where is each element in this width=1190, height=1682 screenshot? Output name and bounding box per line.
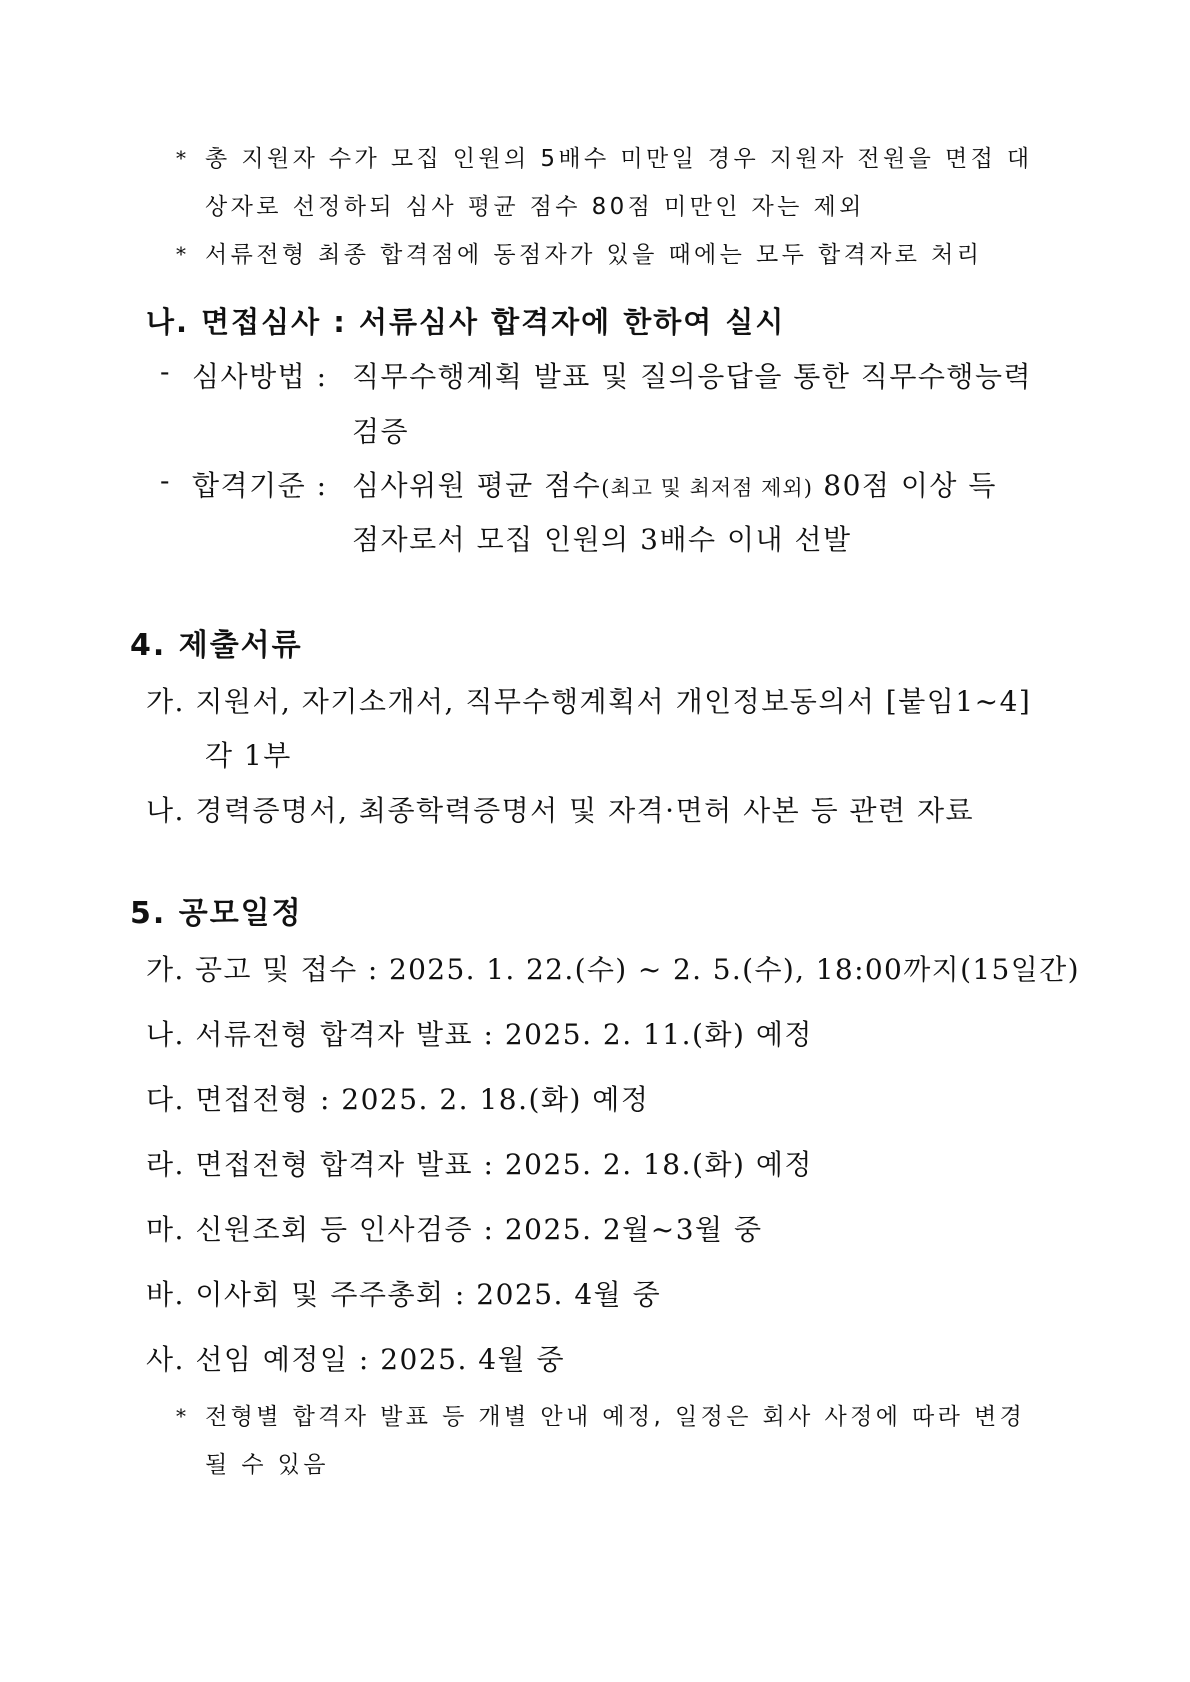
criteria-text-b: 80점 이상 득 <box>812 469 997 502</box>
subsection-heading: 나. 면접심사 : 서류심사 합격자에 한하여 실시 <box>146 305 786 339</box>
dash-marker: - <box>160 355 170 388</box>
list-item: 가. 지원서, 자기소개서, 직무수행계획서 개인정보동의서 [붙임1~4] <box>146 685 1032 718</box>
schedule-item: 마. 신원조회 등 인사검증 : 2025. 2월~3월 중 <box>146 1213 763 1246</box>
section-heading: 4. 제출서류 <box>130 628 303 663</box>
list-item: 나. 경력증명서, 최종학력증명서 및 자격·면허 사본 등 관련 자료 <box>146 794 975 827</box>
schedule-item: 다. 면접전형 : 2025. 2. 18.(화) 예정 <box>146 1083 650 1116</box>
note-line: 전형별 합격자 발표 등 개별 안내 예정, 일정은 회사 사정에 따라 변경 <box>205 1404 1026 1430</box>
section-heading: 5. 공모일정 <box>130 896 303 931</box>
note-marker: * <box>176 146 186 170</box>
schedule-item: 가. 공고 및 접수 : 2025. 1. 22.(수) ~ 2. 5.(수), 18:00까지(15일간) <box>146 953 1080 986</box>
note-marker: * <box>176 242 186 266</box>
method-text: 직무수행계획 발표 및 질의응답을 통한 직무수행능력 <box>352 360 1033 393</box>
dash-marker: - <box>160 464 170 497</box>
criteria-label: 합격기준 : <box>192 469 328 502</box>
schedule-item: 바. 이사회 및 주주총회 : 2025. 4월 중 <box>146 1278 662 1311</box>
note-marker: * <box>176 1404 186 1428</box>
criteria-text-a: 심사위원 평균 점수 <box>352 469 602 502</box>
criteria-text-small: (최고 및 최저점 제외) <box>601 476 813 500</box>
schedule-item: 사. 선임 예정일 : 2025. 4월 중 <box>146 1343 566 1376</box>
schedule-item: 라. 면접전형 합격자 발표 : 2025. 2. 18.(화) 예정 <box>146 1148 813 1181</box>
note-line: 총 지원자 수가 모집 인원의 5배수 미만일 경우 지원자 전원을 면접 대 <box>205 146 1033 172</box>
method-label: 심사방법 : <box>192 360 328 393</box>
note-line: 될 수 있음 <box>205 1452 329 1478</box>
note-line: 서류전형 최종 합격점에 동점자가 있을 때에는 모두 합격자로 처리 <box>205 242 983 268</box>
list-item: 각 1부 <box>205 739 292 772</box>
criteria-text: 점자로서 모집 인원의 3배수 이내 선발 <box>352 523 852 556</box>
criteria-text <box>352 464 997 504</box>
schedule-item: 나. 서류전형 합격자 발표 : 2025. 2. 11.(화) 예정 <box>146 1018 813 1051</box>
note-line: 상자로 선정하되 심사 평균 점수 80점 미만인 자는 제외 <box>205 194 865 220</box>
method-text: 검증 <box>352 415 410 448</box>
